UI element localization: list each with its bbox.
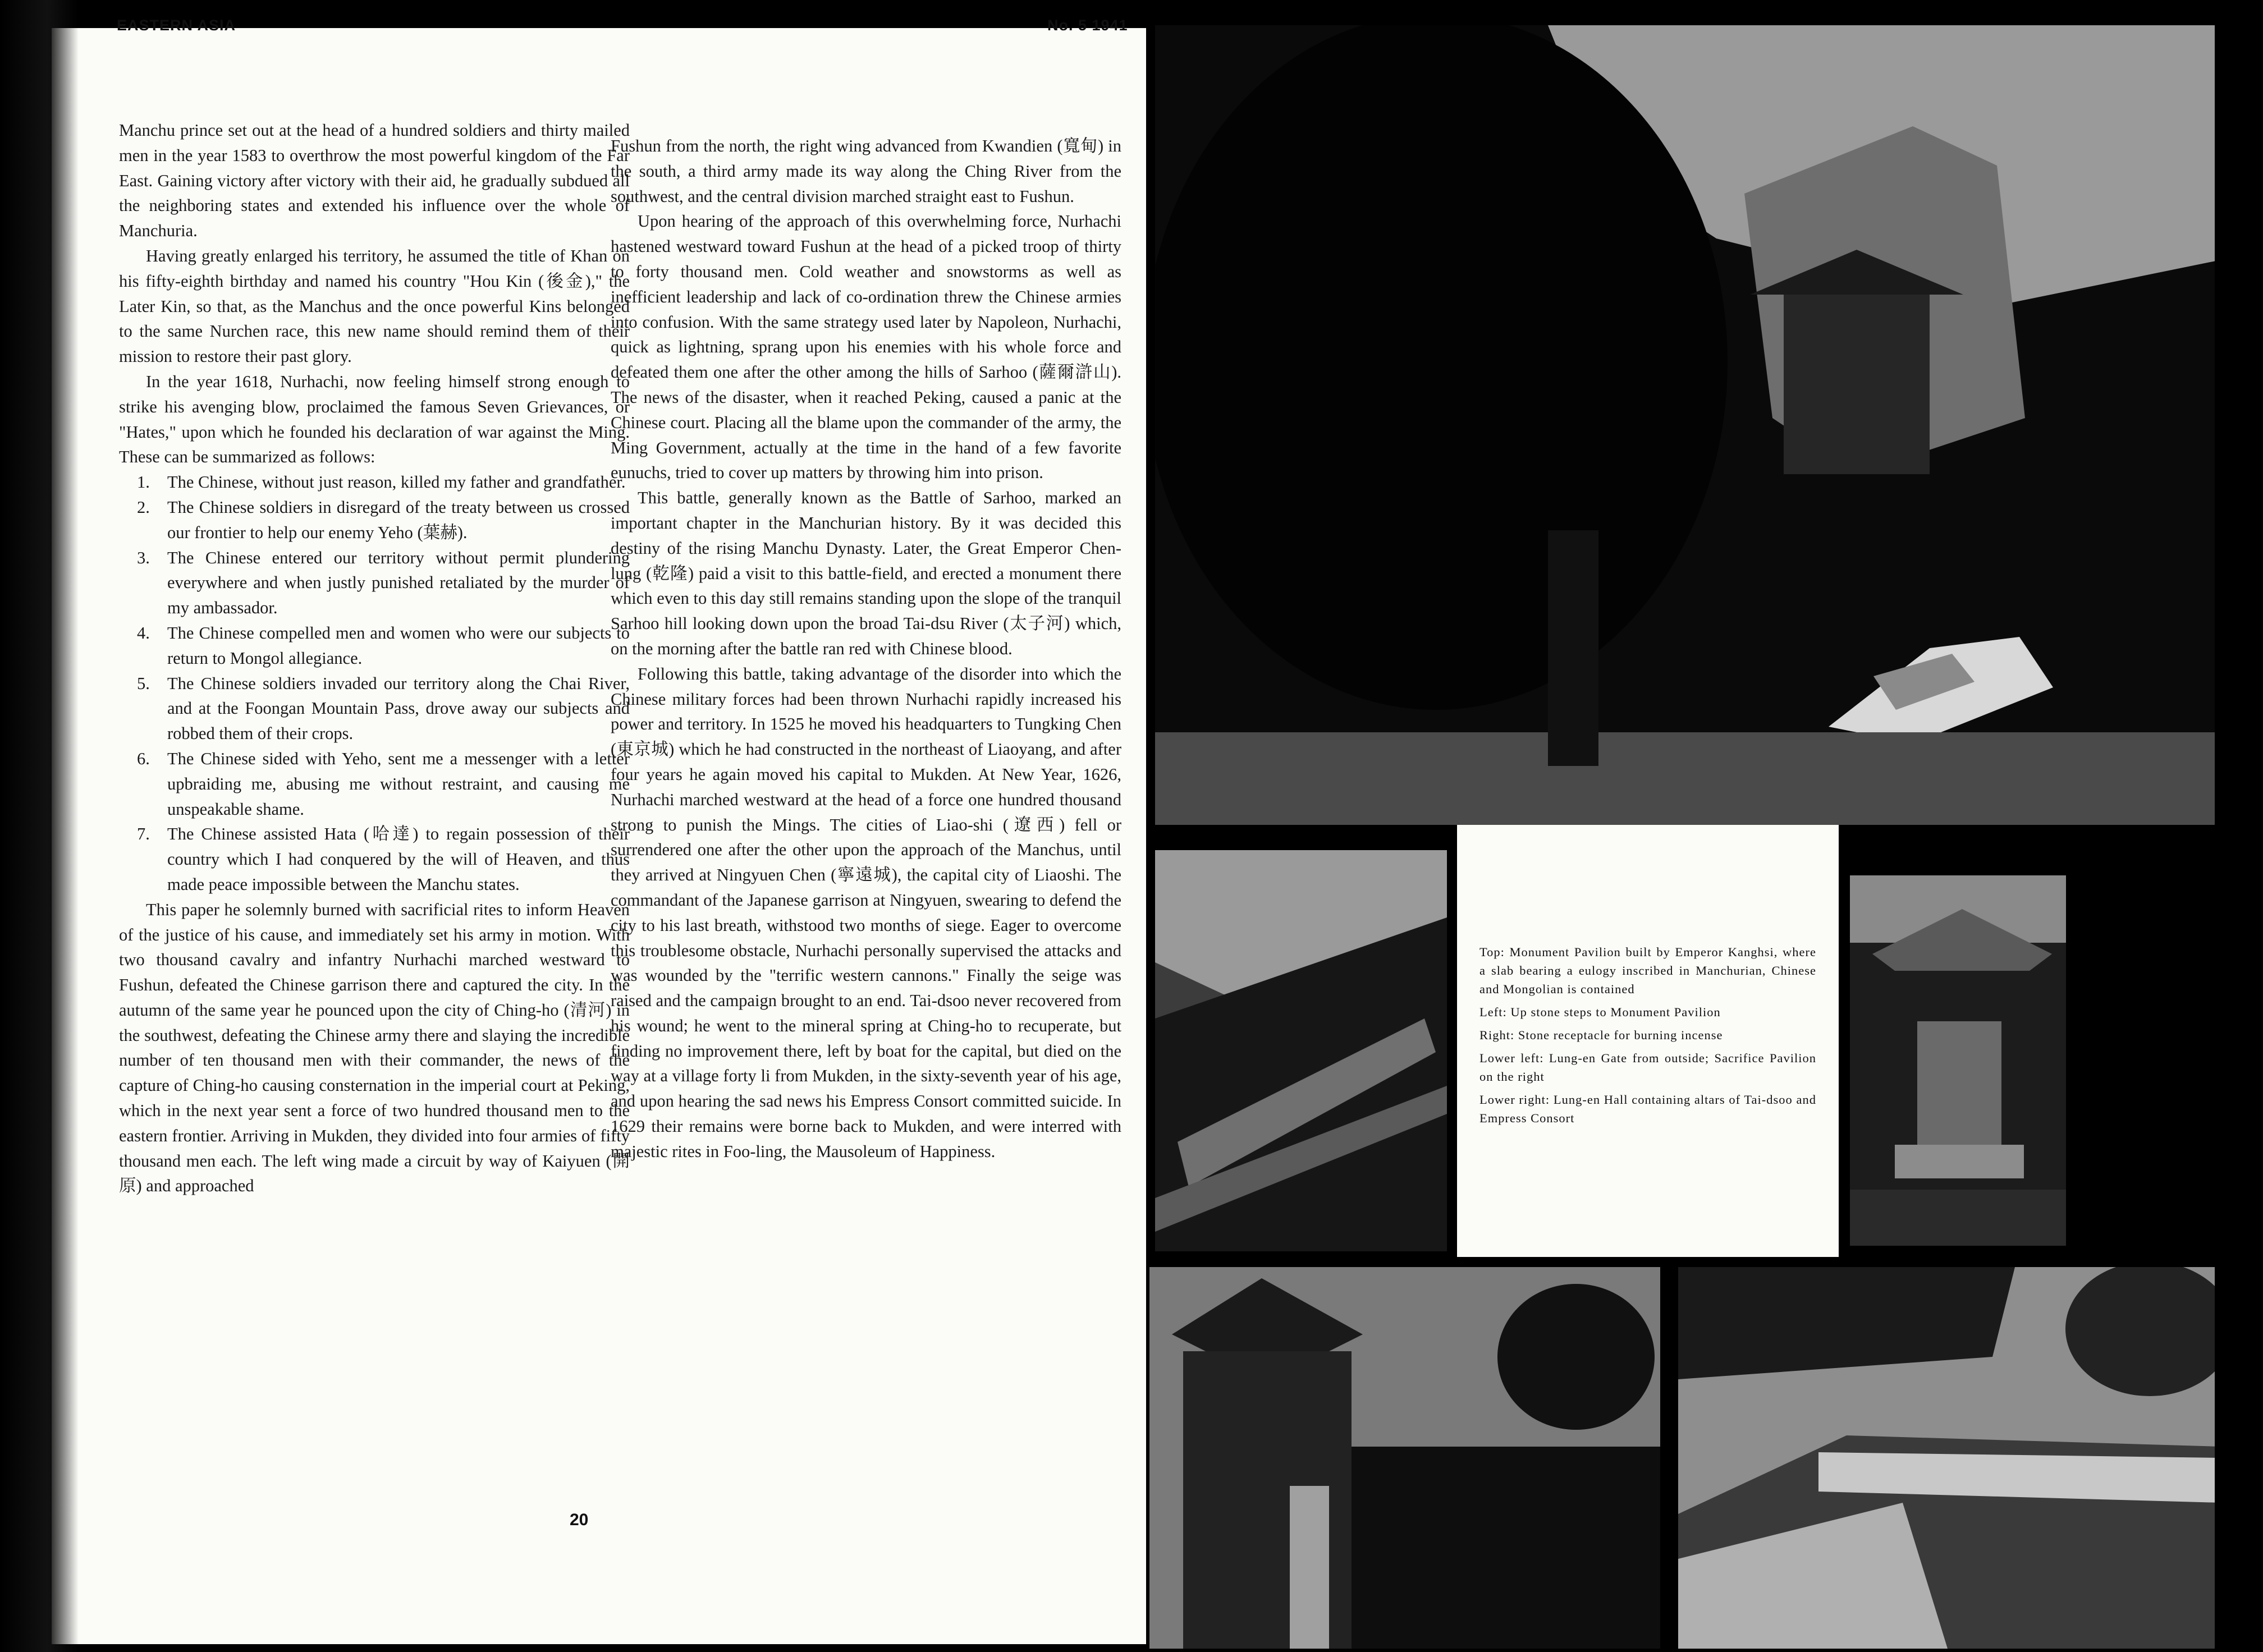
right-edge-border [2215, 0, 2263, 1652]
running-head-issue: No. 5 1941 [1047, 17, 1128, 34]
photo-monument-pavilion [1155, 25, 2216, 825]
list-number: 3. [137, 548, 150, 567]
list-item [119, 822, 630, 897]
list-text: The Chinese, without just reason, killed my father and grandfather. [167, 472, 626, 492]
paragraph: This paper he solemnly burned with sacrificial rites to inform Heaven of the justice of his cause, and immediately set his army in motion. With two thousand cavalry and infantry Nurhachi marched westward to Fushun, defeated the Chinese garrison there and captured the city. In the autumn of the same year he pounced upon the city of Ching-ho (清河) in the southwest, defeating the Chinese army there and slaying the incredible number of ten thousand men with their commander, the news of the capture of Ching-ho causing consternation in the imperial court at Peking, which in the next year sent a force of two hundred thousand men to the eastern frontier. Arriving in Mukden, they divided into four armies of fifty thousand men each. The left wing made a circuit by way of Kaiyuen (開原) and approached [119, 900, 630, 1196]
list-text: The Chinese entered our territory without permit plundering everywhere and when justly punished retaliated by the murder of my ambassador. [167, 548, 630, 618]
list-item [119, 495, 630, 545]
list-number: 6. [137, 749, 150, 768]
photo-lung-en-hall [1678, 1267, 2221, 1649]
list-text: The Chinese sided with Yeho, sent me a messenger with a letter upbraiding me, abusing me without restraint, and causing me unspeakable shame. [167, 749, 630, 819]
page-number: 20 [570, 1511, 589, 1529]
photo-captions [1479, 943, 1816, 1132]
paragraph: This battle, generally known as the Battle of Sarhoo, marked an important chapter in the Manchurian history. By it was decided this destiny of the rising Manchu Dynasty. Later, the Great Emperor Chen-lung (乾隆) paid a visit to this battle-field, and erected a monument there which even to this day still remains standing upon the slope of the tranquil Sarhoo hill looking down upon the broad Tai-dsu River (太子河) which, on the morning after the battle ran red with Chinese blood. [611, 488, 1121, 658]
running-head-publication: EASTERN ASIA [117, 17, 236, 34]
paragraph: Following this battle, taking advantage of the disorder into which the Chinese military forces had been thrown Nurhachi rapidly increased his power and territory. In 1525 he moved his headquarters to Tungking Chen (東京城) which he had constructed in the northeast of Liaoyang, and after four years he again moved his capital to Mukden. At New Year, 1626, Nurhachi marched westward at the head of a force one hundred thousand strong to punish the Mings. The cities of Liao-shi (遼西) fell or surrendered one after the other upon the approach of the Manchus, until they arrived at Ningyuen Chen (寧遠城), the capital city of Liaoshi. The commandant of the Japanese garrison at Ningyuen, swearing to defend the city to his last breath, withstood two months of siege. Eager to overcome this troublesome obstacle, Nurhachi personally supervised the attacks and was wounded by the "terrific western cannons." Finally the seige was raised and the campaign brought to an end. Tai-dsoo never recovered from his wound; he went to the mineral spring at Ching-ho to recuperate, but finding no improvement there, left by boat for the capital, but died on the way at a village forty li from Mukden, in the sixty-seventh year of his age, and upon hearing the sad news his Empress Consort committed suicide. In 1629 their remains were borne back to Mukden, and were interred with majestic rites in Foo-ling, the Mausoleum of Happiness. [611, 664, 1121, 1161]
list-text: The Chinese compelled men and women who were our subjects to return to Mongol allegiance. [167, 623, 630, 668]
photo-incense-receptacle [1850, 875, 2066, 1246]
photo-lung-en-gate [1149, 1267, 1660, 1649]
caption-top: Top: Monument Pavilion built by Emperor Kanghsi, where a slab bearing a eulogy inscribed in Manchurian, Chinese and Mongolian is contained [1479, 945, 1816, 996]
list-item [119, 621, 630, 671]
list-number: 7. [137, 824, 150, 844]
text-column-2 [611, 134, 1121, 1164]
list-item [119, 470, 630, 495]
list-number: 1. [137, 472, 150, 492]
list-text: The Chinese soldiers in disregard of the treaty between us crossed our frontier to help our enemy Yeho (葉赫). [167, 497, 630, 542]
list-item [119, 671, 630, 746]
caption-left: Left: Up stone steps to Monument Pavilion [1479, 1005, 1721, 1019]
caption-right: Right: Stone receptacle for burning incense [1479, 1028, 1723, 1042]
list-item [119, 545, 630, 621]
caption-lower-right: Lower right: Lung-en Hall containing altars of Tai-dsoo and Empress Consort [1479, 1093, 1816, 1125]
caption-lower-left: Lower left: Lung-en Gate from outside; Sacrifice Pavilion on the right [1479, 1051, 1816, 1084]
list-item [119, 746, 630, 822]
paragraph: Upon hearing of the approach of this overwhelming force, Nurhachi hastened westward toward Fushun at the head of a picked troop of thirty to forty thousand men. Cold weather and snowstorms as well as inefficient leadership and lack of co-ordination threw the Chinese armies into confusion. With the same strategy used later by Napoleon, Nurhachi, quick as lightning, sprang upon his enemies with his whole force and defeated them one after the other among the hills of Sarhoo (薩爾滸山). The news of the disaster, when it reached Peking, caused a panic at the Chinese court. Placing all the blame upon the commander of the army, the Ming Government, actually at the time in the hand of a few favorite eunuchs, tried to cover up matters by throwing him into prison. [611, 212, 1121, 483]
paragraph: Fushun from the north, the right wing advanced from Kwandien (寬甸) in the south, a third army made its way along the Ching River from the southwest, and the central division marched straight east to Fushun. [611, 136, 1121, 206]
paragraph: In the year 1618, Nurhachi, now feeling himself strong enough to strike his avenging blow, proclaimed the famous Seven Grievances, or "Hates," upon which he founded his declaration of war against the Ming. These can be summarized as follows: [119, 371, 630, 467]
list-number: 5. [137, 673, 150, 693]
list-number: 2. [137, 497, 150, 517]
list-number: 4. [137, 623, 150, 643]
paragraph: Having greatly enlarged his territory, he assumed the title of Khan on his fifty-eighth birthday and named his country "Hou Kin (後金)," the Later Kin, so that, as the Manchus and the once powerful Kins belonged to the same Nurchen race, this new name should remind them of their mission to restore their past glory. [119, 246, 630, 366]
list-text: The Chinese assisted Hata (哈達) to regain possession of their country which I had conquered by the will of Heaven, and thus made peace impossible between the Manchu states. [167, 824, 630, 894]
grievances-list [119, 470, 630, 897]
text-column-1 [119, 118, 630, 1199]
photo-stone-steps [1155, 850, 1447, 1251]
paragraph: Manchu prince set out at the head of a hundred soldiers and thirty mailed men in the year 1583 to overthrow the most powerful kingdom of the Far East. Gaining victory after victory with their aid, he gradually subdued all the neighboring states and extended his influence over the whole of Manchuria. [119, 121, 630, 241]
list-text: The Chinese soldiers invaded our territory along the Chai River, and at the Foongan Mountain Pass, drove away our subjects and robbed them of their crops. [167, 673, 630, 744]
